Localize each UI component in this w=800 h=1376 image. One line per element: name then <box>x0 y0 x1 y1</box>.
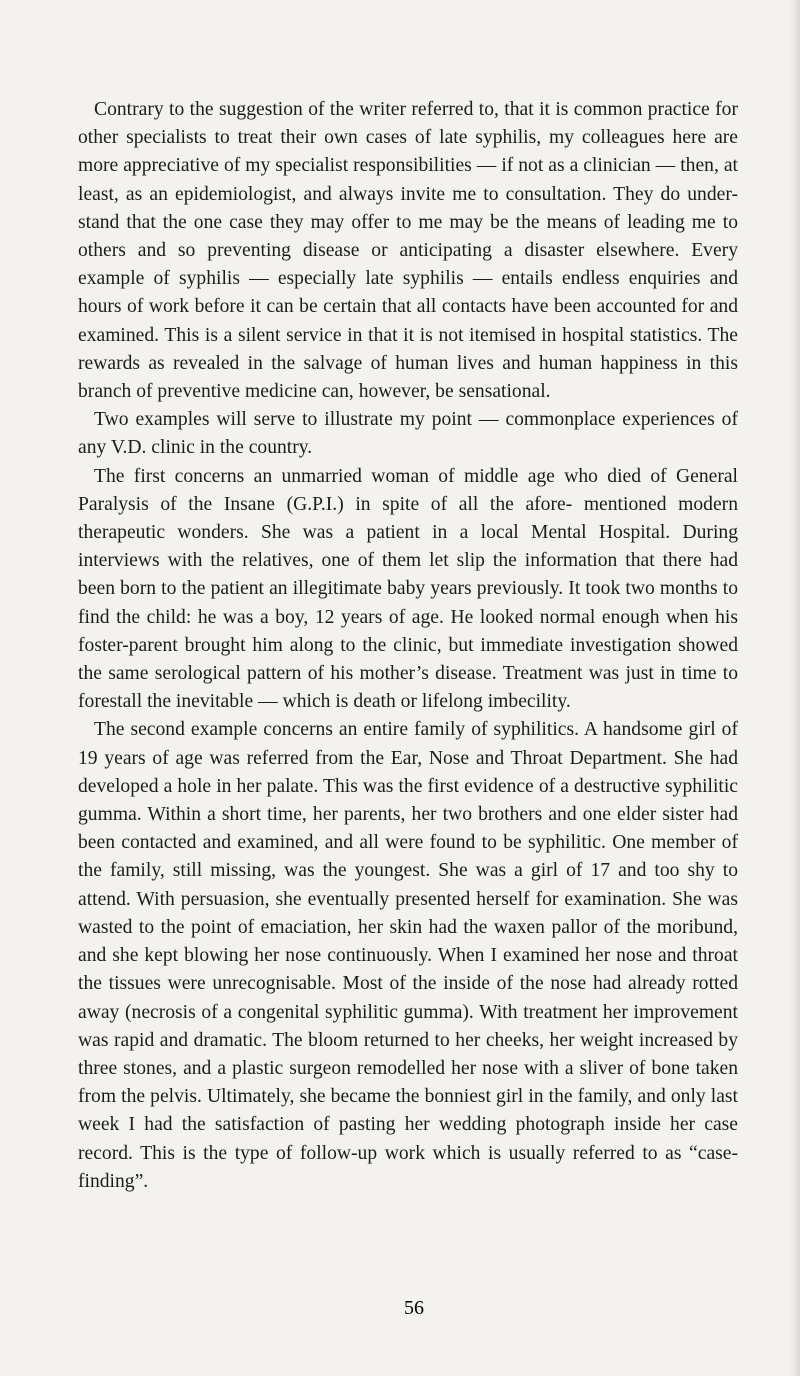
paragraph-3: The first concerns an unmarried woman of middle age who died of General Paralysis of the Insane (G.P.I.) in spite of all the afore- mentioned modern therapeutic wonders. She was a patient in a local Mental Hospital. During interviews with the relatives, one of them let slip the information that there had been born to the patient an illegitimate baby years previously. It took two months to find the child: he was a boy, 12 years of age. He looked normal enough when his foster-parent brought him along to the clinic, but immediate investigation showed the same serological pattern of his mother’s disease. Treatment was just in time to forestall the inevitable — which is death or lifelong imbecility. <box>78 465 738 713</box>
paragraph-2: Two examples will serve to illustrate my point — commonplace experiences of any V.D. clinic in the country. <box>78 409 738 459</box>
paragraph-4: The second example concerns an entire family of syphilitics. A handsome girl of 19 years of age was referred from the Ear, Nose and Throat Department. She had developed a hole in her palate. This was the first evidence of a destructive syphilitic gumma. Within a short time, her parents, her two brothers and one elder sister had been contacted and examined, and all were found to be syphilitic. One member of the family, still missing, was the youngest. She was a girl of 17 and too shy to attend. With persuasion, she eventually presented herself for examination. She was wasted to the point of emaciation, her skin had the waxen pallor of the moribund, and she kept blowing her nose continuously. When I examined her nose and throat the tissues were unrecognisable. Most of the inside of the nose had already rotted away (necrosis of a congenital syphilitic gumma). With treatment her improvement was rapid and dramatic. The bloom returned to her cheeks, her weight increased by three stones, and a plastic surgeon remodelled her nose with a sliver of bone taken from the pelvis. Ultimately, she became the bonniest girl in the family, and only last week I had the satisfaction of pasting her wedding photograph inside her case record. This is the type of follow-up work which is usually referred to as “case-finding”. <box>78 719 738 1192</box>
page-number: 56 <box>404 1297 424 1319</box>
page-edge-shadow <box>790 0 800 1376</box>
paragraph-1: Contrary to the suggestion of the writer referred to, that it is common practice for other specialists to treat their own cases of late syphilis, my colleagues here are more appreciative of my specialist responsibilities — if not as a clinician — then, at least, as an epidemiologist, and always invite me to consultation. They do under- stand that the one case they may offer to me may be the means of leading me to others and so preventing disease or anticipating a disaster elsewhere. Every example of syphilis — especially late syphilis — entails endless enquiries and hours of work before it can be certain that all contacts have been accounted for and examined. This is a silent service in that it is not itemised in hospital statistics. The rewards as revealed in the salvage of human lives and human happiness in this branch of preventive medicine can, however, be sensational. <box>78 99 738 403</box>
